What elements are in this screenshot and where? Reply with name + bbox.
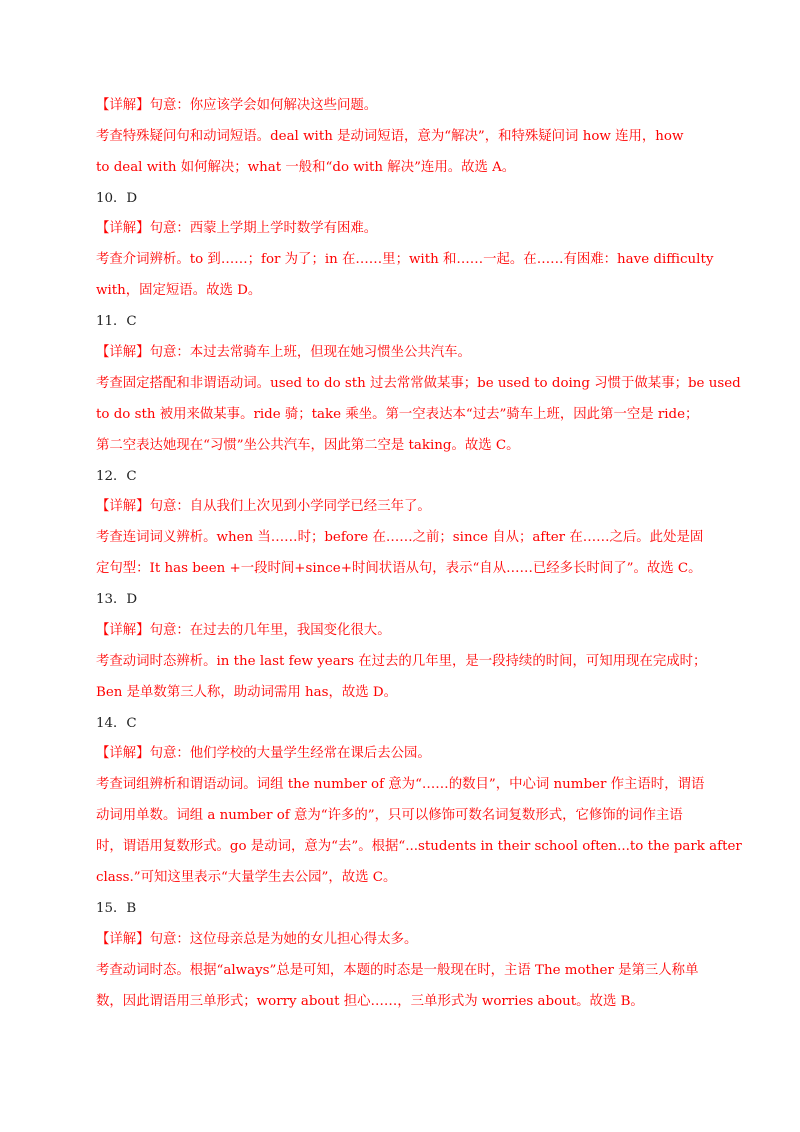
- question-number: 12．C: [96, 469, 137, 484]
- sentence-meaning: 句意：在过去的几年里，我国变化很大。: [149, 623, 391, 638]
- sentence-meaning: 句意：自从我们上次见到小学同学已经三年了。: [149, 499, 431, 514]
- explanation-line: 考查动词时态辨析。in the last few years 在过去的几年里，是一段持续的时间，可知用现在完成时；: [96, 654, 707, 669]
- detail-line: [96, 498, 708, 516]
- question-number: 14．C: [96, 716, 137, 731]
- detail-tag: 【详解】: [96, 98, 150, 113]
- explanation-line: 第二空表达她现在“习惯”坐公共汽车，因此第二空是 taking。故选 C。: [96, 438, 520, 453]
- explanation-line: to do sth 被用来做某事。ride 骑；take 乘坐。第一空表达本“过去”骑车上班，因此第一空是 ride；: [96, 407, 699, 422]
- explanation-line: 考查固定搭配和非谓语动词。used to do sth 过去常常做某事；be used to doing 习惯于做某事；be used: [96, 376, 741, 391]
- detail-tag: 【详解】: [96, 932, 150, 947]
- explanation-line: 考查介词辨析。to 到……；for 为了；in 在……里；with 和……一起。在……有困难：have difficulty: [96, 252, 714, 267]
- detail-line: [96, 931, 708, 949]
- explanation-line: 考查词组辨析和谓语动词。词组 the number of 意为“……的数目”，中心词 number 作主语时，谓语: [96, 777, 705, 792]
- explanation-line: 定句型：It has been +一段时间+since+时间状语从句，表示“自从……已经多长时间了”。故选 C。: [96, 561, 702, 576]
- detail-tag: 【详解】: [96, 623, 150, 638]
- explanation-line: class.”可知这里表示“大量学生去公园”，故选 C。: [96, 870, 397, 885]
- question-number: 15．B: [96, 901, 137, 916]
- detail-tag: 【详解】: [96, 746, 150, 761]
- explanation-line: 动词用单数。词组 a number of 意为“许多的”，只可以修饰可数名词复数形式，它修饰的词作主语: [96, 808, 683, 823]
- question-number: 10．D: [96, 191, 138, 206]
- question-number: 13．D: [96, 592, 138, 607]
- explanation-line: 考查特殊疑问句和动词短语。deal with 是动词短语，意为“解决”，和特殊疑问词 how 连用，how: [96, 129, 684, 144]
- sentence-meaning: 句意：西蒙上学期上学时数学有困难。: [149, 221, 378, 236]
- detail-line: [96, 220, 708, 238]
- sentence-meaning: 句意：本过去常骑车上班，但现在她习惯坐公共汽车。: [149, 345, 471, 360]
- detail-line: [96, 97, 708, 115]
- sentence-meaning: 句意：这位母亲总是为她的女儿担心得太多。: [149, 932, 418, 947]
- sentence-meaning: 句意：他们学校的大量学生经常在课后去公园。: [149, 746, 431, 761]
- explanation-line: 考查连词词义辨析。when 当……时；before 在……之前；since 自从；after 在……之后。此处是固: [96, 530, 704, 545]
- question-number: 11．C: [96, 314, 137, 329]
- detail-line: [96, 344, 708, 362]
- detail-tag: 【详解】: [96, 499, 150, 514]
- detail-tag: 【详解】: [96, 345, 150, 360]
- explanation-line: 时，谓语用复数形式。go 是动词，意为“去”。根据“...students in their school often...to the park after: [96, 839, 742, 854]
- sentence-meaning: 句意：你应该学会如何解决这些问题。: [149, 98, 378, 113]
- explanation-line: 考查动词时态。根据“always”总是可知，本题的时态是一般现在时，主语 The mother 是第三人称单: [96, 963, 699, 978]
- explanation-line: to deal with 如何解决；what 一般和“do with 解决”连用。故选 A。: [96, 160, 516, 175]
- explanation-line: with，固定短语。故选 D。: [96, 283, 262, 298]
- explanation-line: 数，因此谓语用三单形式；worry about 担心……，三单形式为 worries about。故选 B。: [96, 994, 644, 1009]
- explanation-line: Ben 是单数第三人称，助动词需用 has，故选 D。: [96, 685, 398, 700]
- detail-line: [96, 622, 708, 640]
- detail-line: [96, 745, 708, 763]
- detail-tag: 【详解】: [96, 221, 150, 236]
